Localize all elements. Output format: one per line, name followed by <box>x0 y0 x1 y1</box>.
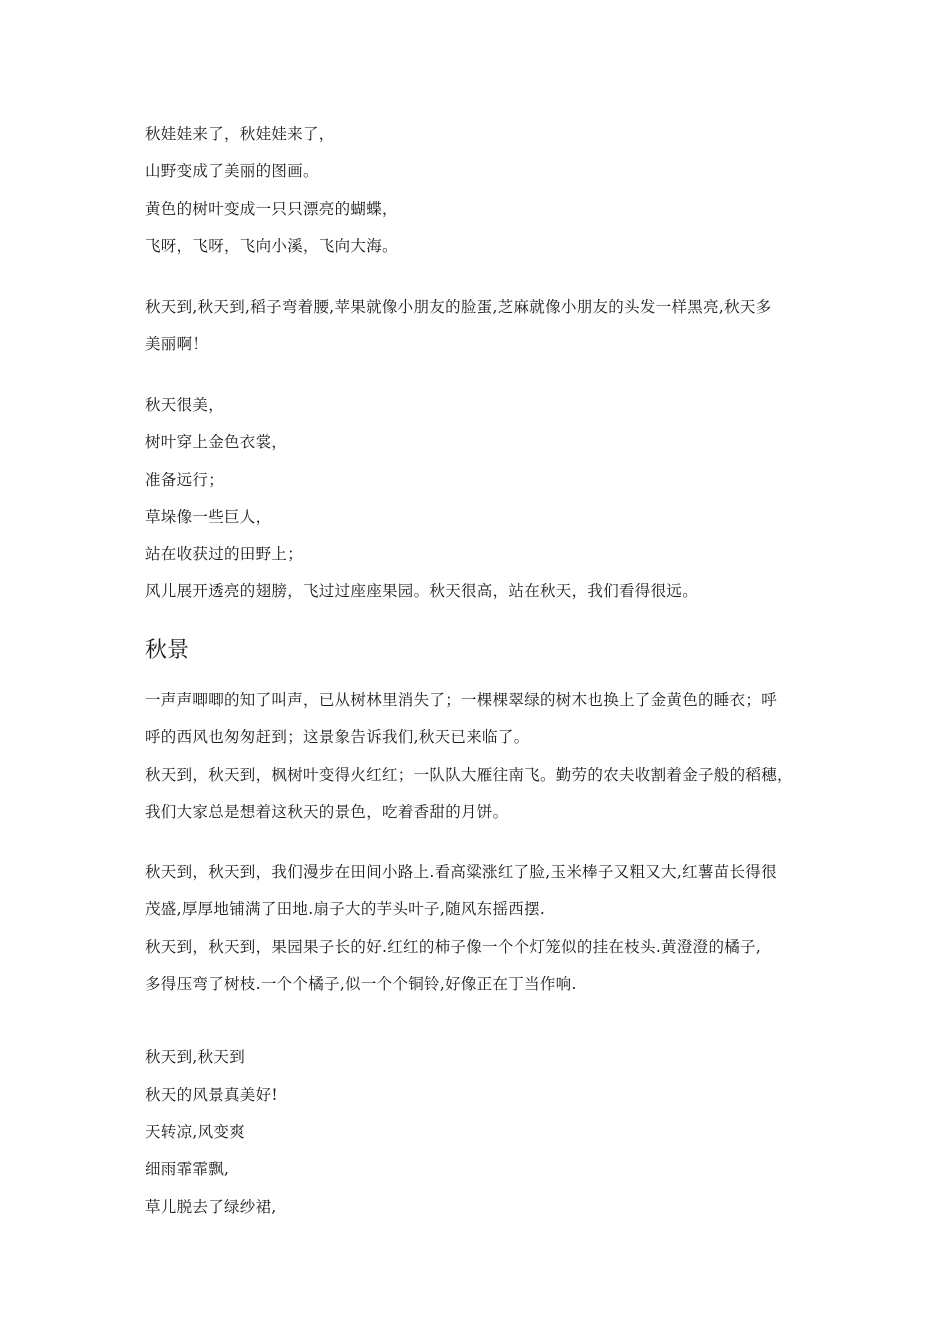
paragraph-line: 美丽啊！ <box>145 335 209 353</box>
poem-line: 秋娃娃来了，秋娃娃来了， <box>145 125 335 143</box>
poem-line: 草垛像一些巨人， <box>145 508 272 526</box>
poem-line: 秋天的风景真美好! <box>145 1086 278 1104</box>
paragraph-line: 茂盛,厚厚地铺满了田地.扇子大的芋头叶子,随风东摇西摆. <box>145 900 546 918</box>
paragraph-line: 一声声唧唧的知了叫声，已从树林里消失了；一棵棵翠绿的树木也换上了金黄色的睡衣；呼 <box>145 691 778 709</box>
paragraph-line: 呼的西风也匆匆赶到；这景象告诉我们,秋天已来临了。 <box>145 728 530 746</box>
poem-line: 树叶穿上金色衣裳， <box>145 433 288 451</box>
poem-line: 草儿脱去了绿纱裙, <box>145 1198 277 1216</box>
poem-line: 秋天到,秋天到 <box>145 1048 246 1066</box>
paragraph-line: 秋天到，秋天到，枫树叶变得火红红；一队队大雁往南飞。勤劳的农夫收割着金子般的稻穗， <box>145 766 793 784</box>
paragraph-line: 秋天到,秋天到,稻子弯着腰,苹果就像小朋友的脸蛋,芝麻就像小朋友的头发一样黑亮,秋天多 <box>145 298 772 316</box>
poem-line: 细雨霏霏飘, <box>145 1160 230 1178</box>
paragraph-line: 秋天到，秋天到，我们漫步在田间小路上.看高粱涨红了脸,玉米棒子又粗又大,红薯苗长得很 <box>145 863 777 881</box>
poem-line: 风儿展开透亮的翅膀，飞过过座座果园。秋天很高，站在秋天，我们看得很远。 <box>145 582 699 600</box>
section-title: 秋景 <box>145 638 190 663</box>
poem-line: 秋天很美， <box>145 396 225 414</box>
poem-line: 准备远行； <box>145 471 225 489</box>
paragraph-line: 秋天到，秋天到，果园果子长的好.红红的柿子像一个个灯笼似的挂在枝头.黄澄澄的橘子, <box>145 938 762 956</box>
poem-line: 山野变成了美丽的图画。 <box>145 162 319 180</box>
poem-line: 站在收获过的田野上； <box>145 545 304 563</box>
poem-line: 黄色的树叶变成一只只漂亮的蝴蝶， <box>145 200 398 218</box>
paragraph-line: 多得压弯了树枝.一个个橘子,似一个个铜铃,好像正在丁当作响. <box>145 975 577 993</box>
poem-line: 飞呀，飞呀，飞向小溪，飞向大海。 <box>145 237 398 255</box>
paragraph-line: 我们大家总是想着这秋天的景色，吃着香甜的月饼。 <box>145 803 509 821</box>
poem-line: 天转凉,风变爽 <box>145 1123 246 1141</box>
